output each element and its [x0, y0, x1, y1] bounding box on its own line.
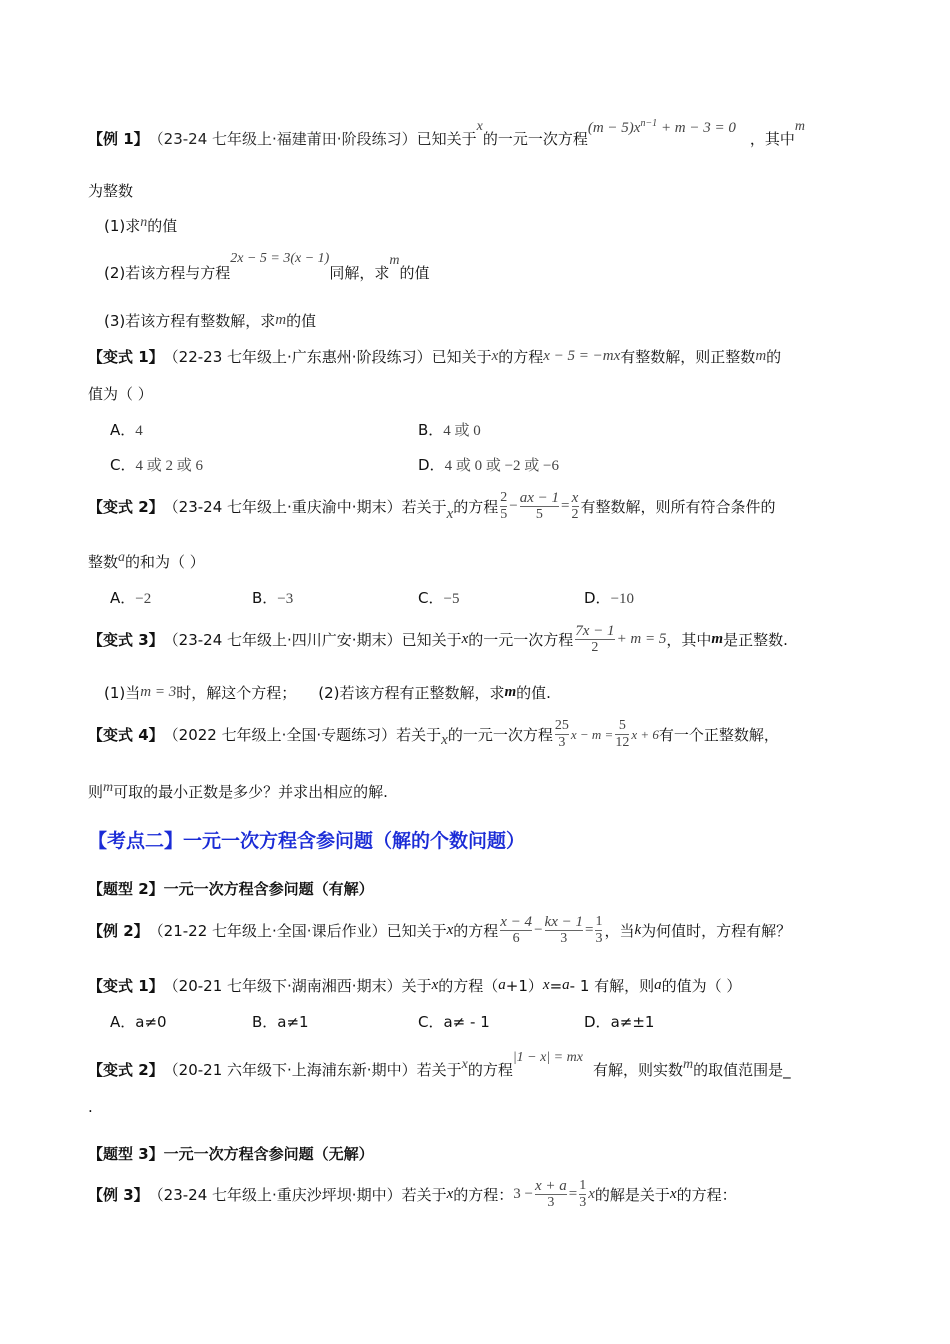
fraction	[555, 718, 569, 751]
option-label: A．	[110, 421, 136, 439]
text: 的方程	[453, 922, 499, 940]
example-3-line	[88, 1178, 737, 1211]
option-value: 4 或 0	[443, 423, 481, 439]
math-var: m	[275, 312, 287, 328]
denominator: 5	[500, 507, 508, 522]
denominator: 6	[512, 931, 520, 946]
option-b	[418, 419, 481, 440]
numerator: 1	[579, 1178, 587, 1193]
text: 已知关于	[416, 130, 477, 148]
option-value: a≠0	[135, 1013, 167, 1031]
fraction	[535, 1178, 567, 1211]
option-label: B．	[252, 1013, 278, 1031]
source: （22-23 七年级上·广东惠州·阶段练习）	[163, 348, 432, 366]
text: 有整数解，则正整数	[620, 348, 756, 366]
example-1-line	[88, 118, 806, 149]
text: 可取的最小正数是多少？并求出相应的解.	[113, 783, 388, 801]
fraction	[579, 1178, 586, 1211]
source: （20-21 六年级下·上海浦东新·期中）	[163, 1061, 417, 1079]
variant-2-1-line	[88, 975, 741, 996]
fraction	[595, 914, 602, 947]
eq-part: + m − 3 = 0	[657, 120, 736, 136]
text: 时，解这个方程；	[176, 684, 297, 702]
denominator: 2	[571, 507, 579, 522]
option-d	[584, 587, 634, 608]
option-a	[110, 1011, 167, 1032]
text: 则	[88, 783, 104, 801]
source: （2022 七年级上·全国·专题练习）	[163, 726, 397, 744]
math-var: x	[669, 1186, 677, 1202]
math-var: m	[711, 631, 724, 647]
numerator: 5	[618, 718, 626, 733]
math-var: x	[476, 118, 483, 134]
text: 的一元一次方程	[447, 726, 553, 744]
equation: m = 3	[140, 684, 177, 700]
variant-2-line	[88, 490, 776, 523]
math-var: k	[634, 922, 642, 938]
text: (2)若该方程有正整数解，求	[318, 684, 505, 702]
math-var: m	[755, 348, 767, 364]
fraction	[615, 718, 629, 751]
text: 关于	[401, 977, 432, 995]
math-var: x	[491, 348, 499, 364]
option-label: D．	[584, 1013, 611, 1031]
text: 的方程	[498, 348, 544, 366]
math-var: a	[654, 977, 662, 993]
option-value: 4 或 2 或 6	[135, 458, 203, 474]
eq-part: (m − 5)x	[587, 120, 641, 136]
text: 的方程	[453, 498, 499, 516]
text-line	[88, 180, 133, 201]
question-3	[104, 310, 316, 331]
source: （23-24 七年级上·福建莆田·阶段练习）	[148, 130, 417, 148]
text: 的方程：	[676, 1186, 737, 1204]
text: 的方程	[467, 1061, 513, 1079]
denominator: 12	[615, 735, 630, 750]
option-label: B．	[252, 589, 278, 607]
type-2-heading: 【题型 2】一元一次方程含参问题（有解）	[88, 880, 374, 898]
variant-3-line	[88, 623, 788, 656]
option-b	[252, 1011, 309, 1032]
denominator: 3	[579, 1195, 587, 1210]
text: 的方程（	[438, 977, 499, 995]
option-value: 4 或 0 或 −2 或 −6	[444, 458, 559, 474]
option-label: A．	[110, 589, 136, 607]
text: 的解是关于	[594, 1186, 670, 1204]
text: 的方程：	[453, 1186, 514, 1204]
text: (2)若该方程与方程	[104, 264, 231, 282]
text-line	[88, 383, 153, 404]
denominator: 3	[595, 931, 603, 946]
fraction	[520, 490, 559, 523]
option-value: −5	[443, 591, 460, 607]
math-var: x	[446, 1186, 454, 1202]
math-var: a	[118, 549, 126, 565]
source: （23-24 七年级上·重庆沙坪坝·期中）	[148, 1186, 402, 1204]
text: 已知关于	[386, 922, 447, 940]
example-tag: 【例 3】	[88, 1186, 149, 1204]
text: 的值	[286, 312, 317, 330]
numerator: ax − 1	[519, 490, 560, 506]
example-tag: 【例 1】	[88, 130, 149, 148]
numerator: x	[571, 490, 579, 506]
option-label: A．	[110, 1013, 136, 1031]
section-heading: 【考点二】一元一次方程含参问题（解的个数问题）	[88, 830, 526, 852]
variant-tag: 【变式 3】	[88, 631, 164, 649]
variant-tag: 【变式 1】	[88, 977, 164, 995]
text: 的取值范围是_	[693, 1061, 791, 1079]
math-var: a	[562, 977, 570, 993]
question-2	[104, 250, 430, 283]
math-var: m	[794, 118, 806, 134]
text: 是正整数.	[723, 631, 788, 649]
math-var: x	[542, 977, 550, 993]
source: （21-22 七年级上·全国·课后作业）	[148, 922, 387, 940]
source: （20-21 七年级下·湖南湘西·期末）	[163, 977, 402, 995]
option-value: −10	[610, 591, 635, 607]
text: 为整数	[88, 182, 134, 200]
variant-tag: 【变式 4】	[88, 726, 164, 744]
text: 的	[766, 348, 782, 366]
variant-tag: 【变式 1】	[88, 348, 164, 366]
option-label: D．	[418, 456, 445, 474]
fraction	[500, 490, 507, 523]
equation-part: x + 6	[631, 726, 659, 742]
text-line	[88, 781, 388, 802]
numerator: x − 4	[500, 914, 533, 930]
equation: + m = 5	[616, 631, 667, 647]
text: 的值	[399, 264, 430, 282]
math-var: x	[441, 732, 448, 748]
equation: |1 − x| = mx	[512, 1049, 583, 1065]
math-var: x	[446, 506, 454, 522]
text: 的值.	[516, 684, 551, 702]
text-line	[88, 1098, 93, 1116]
fraction	[545, 914, 583, 947]
denominator: 2	[591, 640, 599, 655]
text: 的一元一次方程	[482, 130, 588, 148]
option-value: −3	[277, 591, 294, 607]
math-var: m	[389, 252, 400, 268]
numerator: 1	[595, 914, 603, 929]
text: 值为（ ）	[88, 385, 153, 403]
option-c	[418, 587, 459, 608]
fraction	[575, 623, 614, 656]
operator: =	[561, 498, 570, 514]
math-var: x	[461, 631, 469, 647]
operator: =	[584, 922, 594, 938]
math-var: m	[504, 684, 517, 700]
fraction	[500, 914, 532, 947]
numerator: 7x − 1	[575, 623, 615, 639]
option-c	[418, 1011, 490, 1032]
numerator: 25	[554, 718, 569, 733]
type-3-heading: 【题型 3】一元一次方程含参问题（无解）	[88, 1145, 374, 1163]
math-var: x	[431, 977, 439, 993]
text: 整数	[88, 553, 119, 571]
option-a	[110, 587, 151, 608]
example-tag: 【例 2】	[88, 922, 149, 940]
math-var: x	[461, 1056, 468, 1072]
numerator: kx − 1	[544, 914, 583, 930]
option-label: C．	[418, 589, 444, 607]
option-value: a≠1	[277, 1013, 309, 1031]
variant-1-line	[88, 346, 781, 367]
denominator: 3	[558, 735, 566, 750]
text: 若关于	[401, 1186, 447, 1204]
equation	[588, 120, 736, 137]
numerator: x + a	[535, 1178, 567, 1194]
text: ，当	[604, 922, 635, 940]
option-value: a≠ - 1	[443, 1013, 490, 1031]
option-d	[584, 1011, 654, 1032]
equation: 2x − 5 = 3(x − 1)	[230, 250, 330, 266]
math-var: m	[682, 1056, 694, 1072]
exponent: n−1	[640, 118, 658, 129]
denominator: 3	[547, 1195, 555, 1210]
fraction	[572, 490, 579, 523]
variant-3-questions	[104, 682, 551, 703]
option-value: −2	[135, 591, 152, 607]
equation-part: 3 −	[513, 1186, 533, 1202]
option-d	[418, 454, 559, 475]
variant-tag: 【变式 2】	[88, 498, 164, 516]
math-var: n	[140, 214, 148, 230]
text: 有整数解，则所有符合条件的	[580, 498, 776, 516]
text: 有解，则实数	[592, 1061, 683, 1079]
equation-part: x − m =	[570, 726, 614, 742]
option-label: D．	[584, 589, 611, 607]
text: 有一个正整数解，	[658, 726, 779, 744]
text: 若关于	[396, 726, 442, 744]
text: 的值为（ ）	[661, 977, 742, 995]
operator: −	[534, 922, 543, 938]
text: (1)求	[104, 217, 141, 235]
math-var: a	[498, 977, 506, 993]
text: (1)当	[104, 684, 141, 702]
text: 的一元一次方程	[468, 631, 574, 649]
equation: x − 5 = −mx	[543, 348, 621, 364]
source: （23-24 七年级上·重庆渝中·期末）	[163, 498, 402, 516]
option-value: 4	[135, 423, 143, 439]
math-var: m	[103, 779, 114, 795]
source: （23-24 七年级上·四川广安·期末）	[163, 631, 402, 649]
text: (3)若该方程有整数解，求	[104, 312, 276, 330]
option-label: C．	[418, 1013, 444, 1031]
option-b	[252, 587, 293, 608]
text: 同解，求	[329, 264, 390, 282]
option-c	[110, 454, 203, 475]
variant-tag: 【变式 2】	[88, 1061, 164, 1079]
text: ，其中	[666, 631, 712, 649]
text: 已知关于	[401, 631, 462, 649]
math-var: x	[446, 922, 454, 938]
denominator: 5	[535, 507, 543, 522]
option-label: C．	[110, 456, 136, 474]
option-value: a≠±1	[610, 1013, 655, 1031]
variant-4-line	[88, 718, 779, 751]
numerator: 2	[500, 490, 508, 505]
operator: =	[568, 1186, 578, 1202]
text: .	[88, 1098, 93, 1116]
text: =	[549, 976, 563, 995]
text: 若关于	[401, 498, 447, 516]
text: 已知关于	[431, 348, 492, 366]
text: 若关于	[416, 1061, 462, 1079]
text: 的和为（ ）	[125, 553, 205, 571]
text: 的值	[147, 217, 178, 235]
option-a	[110, 419, 143, 440]
text-line	[88, 551, 205, 572]
denominator: 3	[560, 931, 568, 946]
text: +1）	[505, 977, 543, 995]
variant-2-2-line	[88, 1049, 791, 1080]
text: ，其中	[749, 130, 795, 148]
example-2-line	[88, 914, 791, 947]
option-label: B．	[418, 421, 444, 439]
text: - 1 有解，则	[569, 977, 655, 995]
math-var: x	[588, 1186, 595, 1202]
text: 为何值时，方程有解？	[641, 922, 792, 940]
operator: −	[509, 498, 518, 514]
question-1	[104, 215, 177, 236]
